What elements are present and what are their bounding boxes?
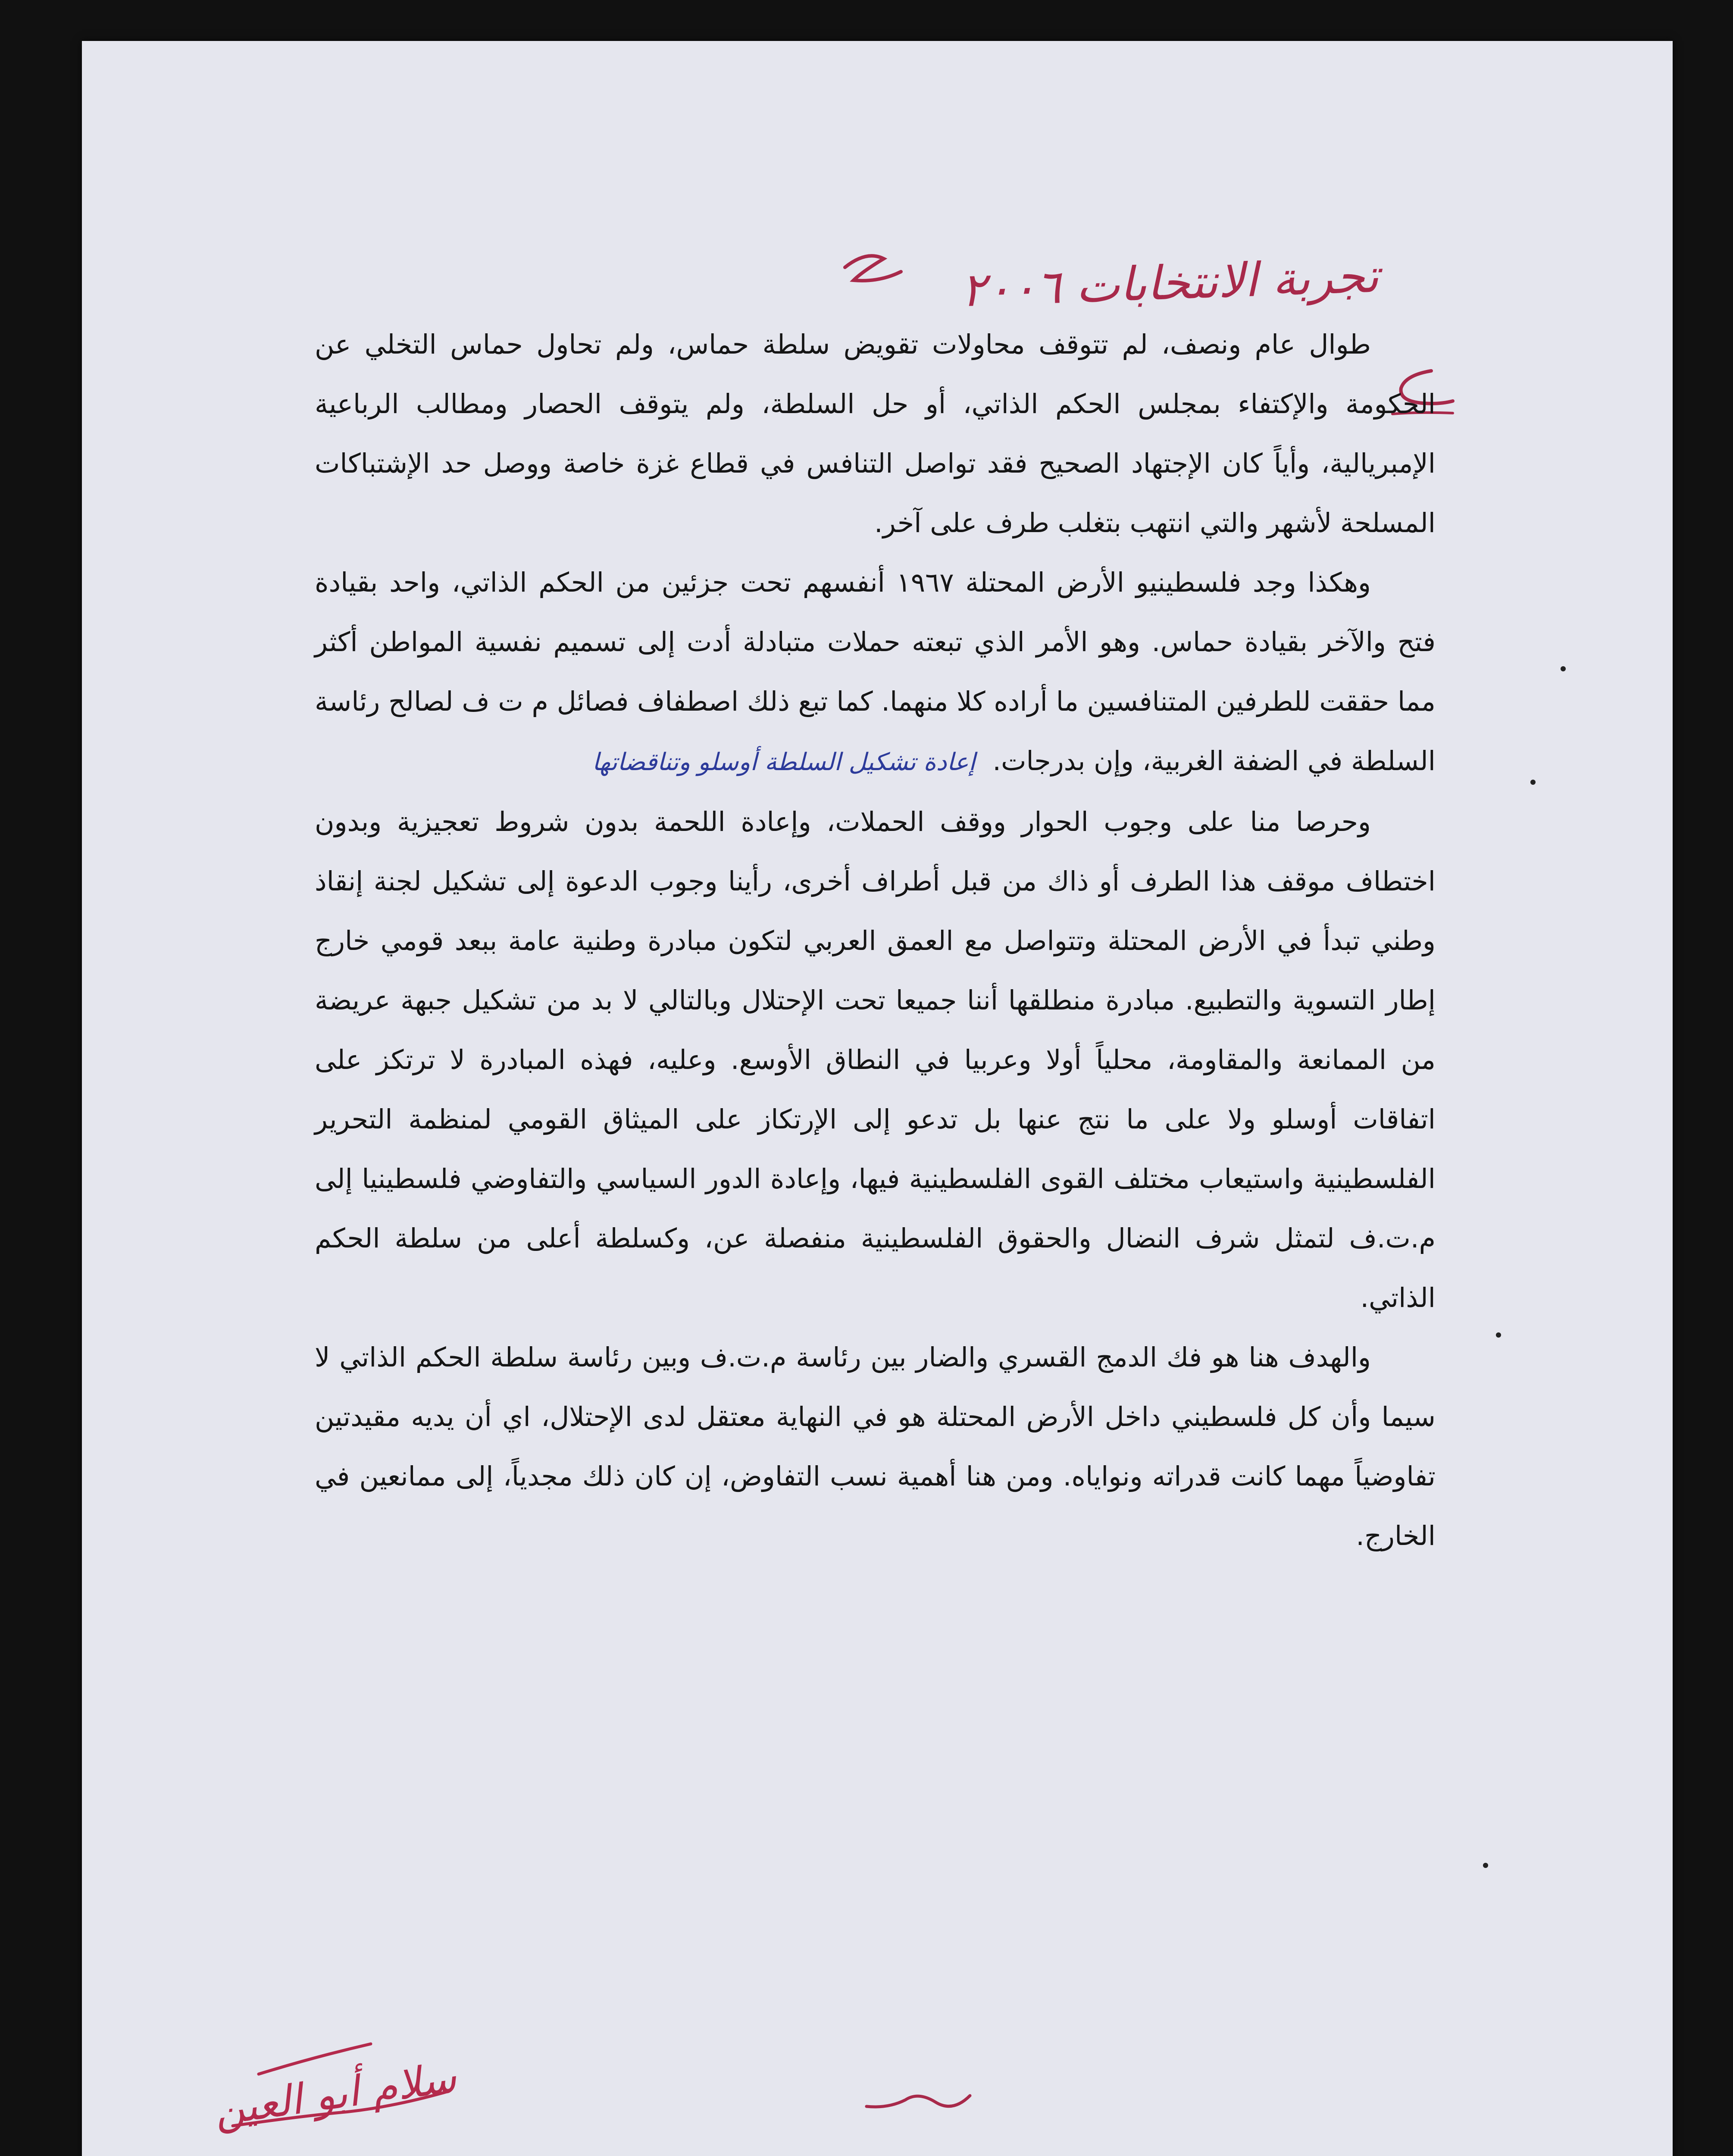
paragraph-3: وحرصا منا على وجوب الحوار ووقف الحملات، وإعادة اللحمة بدون شروط تعجيزية وبدون اختطاف موقف هذا الطرف أو ذاك من قبل أطراف أخرى، رأينا وجوب الدعوة إلى تشكيل لجنة إنقاذ وطني تبدأ في الأرض المحتلة وتتواصل مع العمق العربي لتكون مبادرة وطنية عامة ببعد قومي خارج إطار التسوية والتطبيع. مبادرة منطلقها أننا جميعا تحت الإحتلال وبالتالي لا بد من تشكيل جبهة عريضة من الممانعة والمقاومة، محلياً أولا وعربيا في النطاق الأوسع. وعليه، فهذه المبادرة لا ترتكز على اتفاقات أوسلو ولا على ما نتج عنها بل تدعو إلى الإرتكاز على الميثاق القومي لمنظمة التحرير الفلسطينية واستيعاب مختلف القوى الفلسطينية فيها، وإعادة الدور السياسي والتفاوضي فلسطينيا إلى م.ت.ف لتمثل شرف النضال والحقوق الفلسطينية منفصلة عن، وكسلطة أعلى من سلطة الحكم الذاتي. xyxy=(315,806,1436,1313)
squiggle-mark-icon xyxy=(862,2083,974,2122)
paper-speck xyxy=(1561,666,1566,671)
paragraph-4: والهدف هنا هو فك الدمج القسري والضار بين رئاسة م.ت.ف وبين رئاسة سلطة الحكم الذاتي لا سيما وأن كل فلسطيني داخل الأرض المحتلة هو في النهاية معتقل لدى الإحتلال، اي أن يديه مقيدتين تفاوضياً مهما كانت قدراته ونواياه. ومن هنا أهمية نسب التفاوض، إن كان ذلك مجدياً، إلى ممانعين في الخارج. xyxy=(315,1341,1436,1551)
paper-speck xyxy=(1496,1332,1501,1338)
body-text xyxy=(315,315,1436,1566)
handwritten-title: تجربة الانتخابات ٢٠٠٦ xyxy=(960,249,1380,318)
paper-speck xyxy=(1483,1863,1488,1868)
paragraph-2-text: وهكذا وجد فلسطينيو الأرض المحتلة ١٩٦٧ أنفسهم تحت جزئين من الحكم الذاتي، واحد بقيادة فتح والآخر بقيادة حماس. وهو الأمر الذي تبعته حملات متبادلة أدت إلى تسميم نفسية المواطن أكثر مما حققت للطرفين المتنافسين ما أراده كلا منهما. كما تبع ذلك اصطفاف فصائل م ت ف لصالح رئاسة السلطة في الضفة الغربية، وإن بدرجات. xyxy=(315,567,1436,777)
signature: سلام أبو العين xyxy=(211,2053,460,2135)
paper-speck xyxy=(1530,780,1536,785)
paragraph-2 xyxy=(315,553,1436,792)
paragraph-1: طوال عام ونصف، لم تتوقف محاولات تقويض سلطة حماس، ولم تحاول حماس التخلي عن الحكومة والإكتفاء بمجلس الحكم الذاتي، أو حل السلطة، ولم يتوقف الحصار ومطالب الرباعية الإمبريالية، وأياً كان الإجتهاد الصحيح فقد تواصل التنافس في قطاع غزة خاصة ووصل حد الإشتباكات المسلحة لأشهر والتي انتهب بتغلب طرف على آخر. xyxy=(315,329,1436,539)
checkmark-icon xyxy=(836,241,910,293)
inline-handwritten-note: إعادة تشكيل السلطة أوسلو وتناقضاتها xyxy=(592,748,976,776)
